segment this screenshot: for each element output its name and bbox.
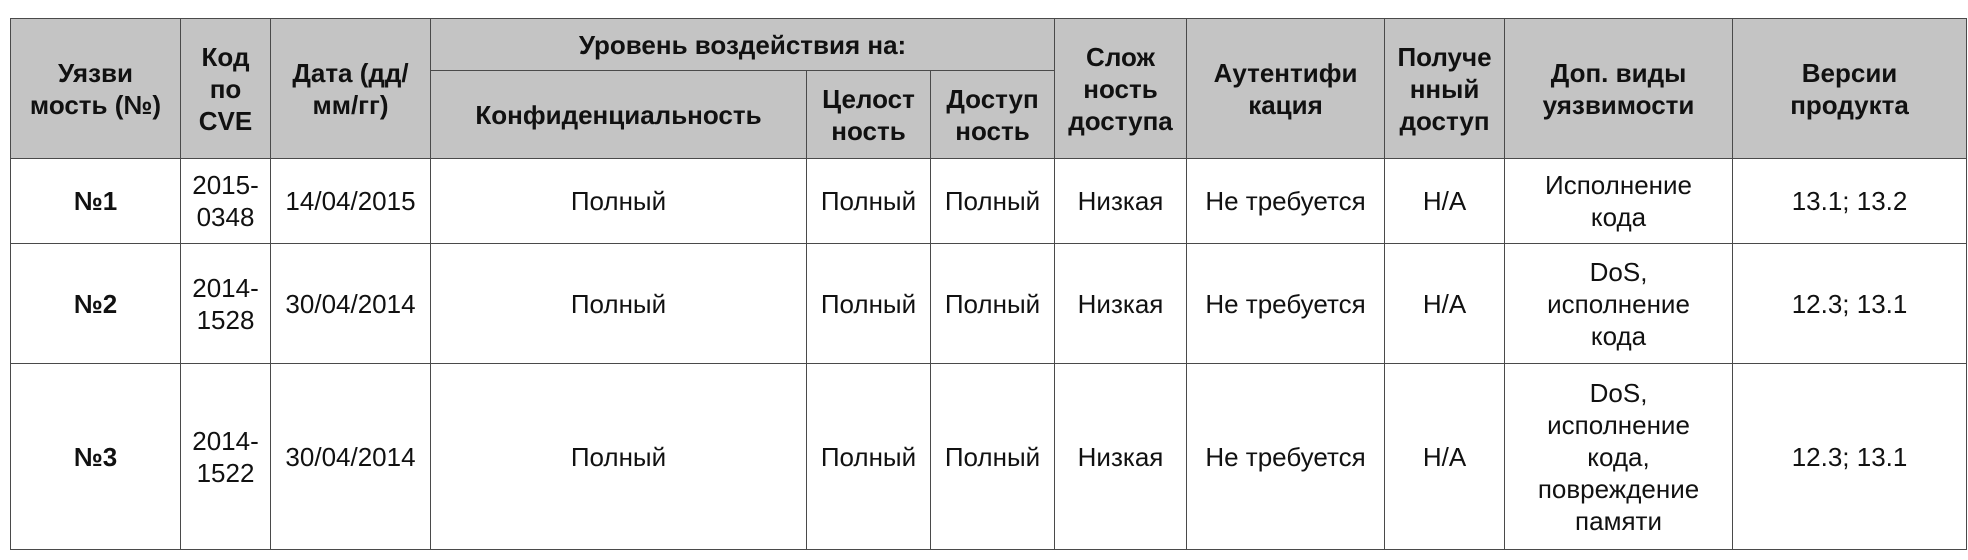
cell-complexity: Низкая [1055,159,1187,244]
header-row [11,19,1967,71]
cell-access-gained: Н/А [1385,159,1505,244]
cell-extra-types: DoS, исполнение кода, повреждение памяти [1505,364,1733,550]
cell-integrity: Полный [807,159,931,244]
cell-integrity: Полный [807,244,931,364]
header-cve: Код по CVE [181,19,271,159]
header-versions: Версии продукта [1733,19,1967,159]
header-complexity: Слож ность доступа [1055,19,1187,159]
cell-date: 14/04/2015 [271,159,431,244]
header-access-gained: Получе нный доступ [1385,19,1505,159]
cell-versions: 12.3; 13.1 [1733,244,1967,364]
cell-availability: Полный [931,364,1055,550]
vulnerability-table [10,18,1967,550]
cell-versions: 12.3; 13.1 [1733,364,1967,550]
cell-date: 30/04/2014 [271,244,431,364]
cell-availability: Полный [931,244,1055,364]
cell-versions: 13.1; 13.2 [1733,159,1967,244]
cell-date: 30/04/2014 [271,364,431,550]
table-row [11,159,1967,244]
table-body [11,159,1967,550]
cell-vuln-no: №1 [11,159,181,244]
table-row [11,244,1967,364]
cell-authentication: Не требуется [1187,244,1385,364]
header-confidentiality: Конфиденциальность [431,71,807,159]
cell-cve: 2014- 1522 [181,364,271,550]
cell-confidentiality: Полный [431,364,807,550]
cell-extra-types: DoS, исполнение кода [1505,244,1733,364]
cell-availability: Полный [931,159,1055,244]
cell-complexity: Низкая [1055,364,1187,550]
cell-cve: 2014- 1528 [181,244,271,364]
cell-authentication: Не требуется [1187,159,1385,244]
header-vuln-no: Уязви мость (№) [11,19,181,159]
cell-authentication: Не требуется [1187,364,1385,550]
cell-confidentiality: Полный [431,159,807,244]
header-authentication: Аутентифи кация [1187,19,1385,159]
cell-vuln-no: №2 [11,244,181,364]
cell-vuln-no: №3 [11,364,181,550]
header-integrity: Целост ность [807,71,931,159]
header-extra-types: Доп. виды уязвимости [1505,19,1733,159]
table-row [11,364,1967,550]
header-date: Дата (дд/ мм/гг) [271,19,431,159]
cell-complexity: Низкая [1055,244,1187,364]
table-header [11,19,1967,159]
cell-extra-types: Исполнение кода [1505,159,1733,244]
cell-access-gained: Н/А [1385,364,1505,550]
header-availability: Доступ ность [931,71,1055,159]
cell-cve: 2015- 0348 [181,159,271,244]
document-page [10,18,1967,550]
header-impact-group: Уровень воздействия на: [431,19,1055,71]
cell-confidentiality: Полный [431,244,807,364]
cell-access-gained: Н/А [1385,244,1505,364]
cell-integrity: Полный [807,364,931,550]
